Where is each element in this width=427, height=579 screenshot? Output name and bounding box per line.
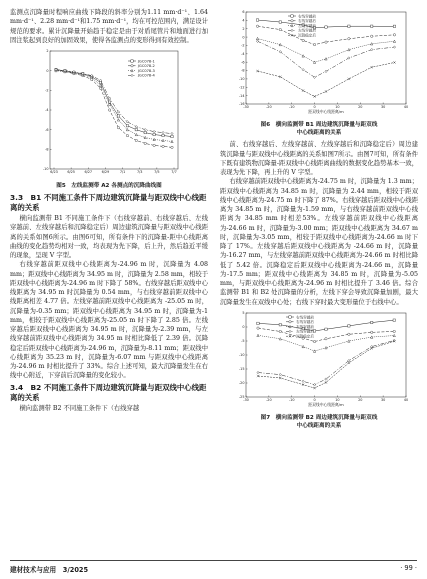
data-point: [325, 337, 327, 339]
left-column: [10, 8, 208, 413]
legend-label: 右线穿越后: [298, 19, 316, 24]
data-point: [325, 26, 327, 28]
data-point: [393, 330, 395, 332]
fig7-caption-line-2: 中心线距离的关系: [296, 423, 342, 430]
fig5-chart: [10, 45, 208, 181]
data-point: [135, 133, 137, 135]
data-point: [117, 115, 119, 117]
legend-label: 左线穿越前: [296, 324, 314, 329]
data-point: [257, 327, 259, 329]
legend-label: 右线穿越前: [296, 315, 314, 320]
data-point: [171, 132, 173, 134]
y-tick-label: -16: [238, 102, 245, 107]
x-tick-label: 10: [335, 398, 340, 403]
legend-marker: [131, 74, 133, 76]
data-point: [302, 69, 304, 71]
data-point: [371, 66, 373, 68]
data-point: [325, 58, 327, 60]
series-line: [56, 70, 172, 134]
legend-marker: [291, 29, 293, 31]
x-tick-label: -30: [243, 398, 249, 403]
data-point: [371, 48, 373, 50]
data-point: [162, 145, 164, 147]
y-tick-label: -8: [45, 147, 49, 152]
legend-label: JGC078-2: [138, 64, 155, 69]
plot-frame: [50, 51, 178, 169]
legend-marker: [289, 330, 291, 332]
right-column: [220, 8, 418, 433]
page-number: · 99 ·: [400, 564, 417, 572]
y-tick-label: 2: [242, 26, 245, 31]
data-point: [325, 328, 327, 330]
x-tick-label: 20: [358, 105, 363, 110]
y-tick-label: 0: [242, 325, 245, 330]
data-point: [302, 89, 304, 91]
data-point: [393, 46, 395, 48]
data-point: [256, 25, 258, 27]
y-tick-label: -10: [238, 77, 245, 82]
x-tick-label: 40: [403, 398, 409, 403]
data-point: [325, 41, 327, 43]
legend-label: 沉降稳定后: [296, 334, 314, 339]
y-tick-label: 0: [46, 68, 49, 73]
x-tick-label: -30: [243, 105, 249, 110]
y-tick-label: 6: [242, 10, 245, 15]
data-point: [162, 134, 164, 136]
data-point: [279, 373, 281, 375]
data-point: [393, 334, 395, 336]
data-point: [153, 144, 155, 146]
data-point: [313, 340, 315, 342]
data-point: [117, 119, 119, 121]
data-point: [393, 319, 395, 321]
y-tick-label: -2: [45, 88, 49, 93]
x-tick-label: 0: [313, 105, 316, 110]
y-tick-label: 0: [242, 35, 245, 40]
data-point: [348, 48, 350, 50]
legend-label: 右线穿越前: [298, 14, 316, 19]
y-tick-label: -10: [238, 353, 245, 358]
data-point: [135, 126, 137, 128]
data-point: [153, 133, 155, 135]
data-point: [171, 135, 173, 137]
x-tick-label: 30: [380, 398, 386, 403]
data-point: [302, 345, 304, 347]
y-tick-label: -25: [238, 395, 245, 400]
x-tick-label: -10: [288, 398, 295, 403]
legend-marker: [289, 321, 291, 323]
data-point: [393, 34, 395, 36]
data-point: [257, 371, 259, 373]
data-point: [348, 25, 350, 27]
y-tick-label: -20: [238, 381, 245, 386]
x-tick-label: 7/3: [136, 170, 143, 175]
fig7-chart: [220, 309, 418, 413]
data-point: [325, 70, 327, 72]
data-point: [325, 381, 327, 383]
data-point: [371, 321, 373, 323]
x-tick-label: 30: [380, 105, 386, 110]
data-point: [279, 28, 281, 30]
data-point: [302, 380, 304, 382]
y-tick-label: -6: [45, 127, 49, 132]
data-point: [257, 322, 259, 324]
y-tick-label: -4: [241, 52, 245, 57]
data-point: [313, 350, 315, 352]
section-3-3-paragraph-1: 横向监测带 B1 不同施工条件下（右线穿越前、右线穿越后、左线穿越前、左线穿越后和沉降稳定后）周边建筑沉降量与距双线中心线距离的关系如图6所示。由图6可知，所有条件下的沉降量-距中心线距离曲线的变化趋势均相对一致，均表现为先下降，后上升，然后趋近平缓的现象，呈现 V 字型。: [10, 215, 208, 260]
y-tick-label: -6: [241, 60, 245, 65]
data-point: [117, 127, 119, 129]
data-point: [279, 323, 281, 325]
data-point: [144, 142, 146, 144]
x-tick-label: 10: [335, 105, 340, 110]
data-point: [371, 25, 373, 27]
section-3-3-title: 3.3 B1 不同施工条件下周边建筑沉降量与距双线中心线距离的关系: [10, 193, 207, 213]
data-point: [325, 90, 327, 92]
data-point: [371, 35, 373, 37]
x-tick-label: -20: [266, 105, 272, 110]
data-point: [108, 109, 110, 111]
data-point: [393, 61, 395, 63]
legend-label: JGC078-4: [138, 73, 155, 78]
legend-label: 右线穿越后: [296, 320, 314, 325]
section-3-4-paragraph-1: 横向监测带 B2 不同施工条件下（右线穿越: [19, 404, 140, 412]
data-point: [302, 55, 304, 57]
y-tick-label: 5: [242, 311, 245, 316]
legend-marker: [291, 15, 293, 17]
data-point: [279, 21, 281, 23]
section-3-3-paragraph-2: 右线穿越前距双线中心线距离为-24.96 m 时，沉降量为 4.08 mm；距双线中心线距离为 34.95 m 时，沉降量为 2.58 mm，相较于距双线中心线距离为-24.96 m 时下降了 58%。右线穿越后距双线中心线距离为 34.95 m 时沉降量为 0.54 mm，与右线穿越前距双线中心线距离相差 4.77 倍。左线穿越前距双线中心线距离为 -25.05 m 时，沉降量为-0.35 mm；距双线中心线距离为 34.95 m 时，沉降量为-1 mm，相较于距双线中心线距离为-25.05 m 时下降了 2.85 倍。左线穿越后距双线中心线距离为 34.95 m 时，沉降量为-2.39 mm，与左线穿越前距双线中心线距离为 34.95 m 时相比降低了 2.39 倍。沉降稳定后距双线中心线距离为-24.96 m，沉降量为-8.11 mm；距双线中心线距离为 35.23 m 时，沉降量为-6.07 mm 与距双线中心线距离为-24.96 m 时相比提升了 33%。综合上述可知，最大沉降量发生在右线中心附近，下穿前后沉降量的变化较小。: [10, 261, 208, 380]
legend-marker: [131, 65, 133, 67]
series-line: [56, 70, 172, 137]
data-point: [393, 25, 395, 27]
x-tick-label: 6/23: [50, 170, 58, 175]
data-point: [126, 121, 128, 123]
legend-marker: [289, 316, 291, 318]
y-tick-label: -8: [241, 68, 245, 73]
fig6-caption-line-1: 图6 横向监测带 B1 周边建筑沉降量与距双线: [260, 122, 378, 128]
x-tick-label: 40: [403, 105, 409, 110]
right-paragraph-2: 右线穿越前距双线中心线距离为-24.75 m 时，沉降量为 1.3 mm；距双线中心线距离为 34.85 m 时，沉降量为 2.44 mm，相较于距双线中心线距离为-24.75 m 时下降了 87%。右线穿越后距双线中心线距离为 34.85 m 时，沉降量为-1.59 mm，与右线穿越前距双线中心线距离为 34.85 mm 时相差53%。左线穿越前距双线中心线距离为-24.66 m 时，沉降量为-3.00 mm；距双线中心线距离为 34.67 m 时，沉降量为-3.05 mm，相较于距双线中心线距离为-24.66 m 时下降了 17%。左线穿越后距双线中心线距离为 -24.66 m 时，沉降量为-16.27 mm，与左线穿越前距双线中心线距离为-24.66 m 时相比降低了 5.42 倍。沉降稳定后距双线中心线距离为-24.66 m，沉降量为-17.5 mm；距双线中心线距离为 34.85 m 时，沉降量为-5.05 mm，与距双线中心线距离为-24.96 m 时相比提升了 3.46 倍。综合监测带 B1 和 B2 处沉降量的分析，左线下穿会导致沉降量加剧，最大沉降量发生在双线中心处；右线下穿时最大变形量位于右线中心。: [220, 178, 418, 306]
legend-label: 左线穿越后: [298, 28, 316, 33]
page-footer: [10, 560, 417, 573]
y-tick-label: -2: [241, 43, 245, 48]
right-paragraph-1: 前、右线穿越后、左线穿越前、左线穿越后和沉降稳定后）周边建筑沉降量与距双线中心线距离的关系如图7所示。由图7可知，所有条件下既有建筑物沉降量-距双线中心线距离曲线的数据变化趋势基本一致，表现为先下降，再上升的 V 字型。: [220, 141, 418, 177]
data-point: [135, 139, 137, 141]
legend-label: JGC078-3: [138, 68, 155, 73]
data-point: [126, 125, 128, 127]
fig6-caption: [220, 121, 418, 137]
data-point: [348, 38, 350, 40]
legend-label: 左线穿越前: [298, 23, 316, 28]
figure-5: [10, 45, 208, 181]
data-point: [279, 330, 281, 332]
data-point: [171, 146, 173, 148]
y-tick-label: -5: [241, 339, 245, 344]
data-point: [162, 131, 164, 133]
x-tick-label: -20: [266, 398, 272, 403]
data-point: [302, 39, 304, 41]
legend-marker: [131, 60, 133, 62]
fig5-caption: 图5 左线监测带 A2 各测点的沉降曲线图: [56, 183, 162, 189]
y-tick-label: -15: [238, 367, 245, 372]
data-point: [153, 130, 155, 132]
data-point: [348, 78, 350, 80]
legend-label: JGC078-1: [138, 59, 155, 64]
y-tick-label: -4: [45, 108, 49, 113]
fig6-caption-line-2: 中心线距离的关系: [296, 130, 342, 137]
data-point: [313, 95, 315, 97]
x-tick-label: 0: [313, 398, 316, 403]
figure-7: [220, 309, 418, 413]
data-point: [348, 340, 350, 342]
data-point: [371, 43, 373, 45]
legend-label: 沉降稳定后: [298, 33, 316, 38]
fig7-caption-line-1: 图7 横向监测带 B2 周边建筑沉降量与距双线: [260, 414, 378, 421]
data-point: [313, 43, 315, 45]
data-point: [348, 57, 350, 59]
data-point: [256, 40, 258, 42]
x-tick-label: 6/29: [101, 170, 110, 175]
x-tick-label: 7/5: [154, 170, 160, 175]
x-axis-label: 距双线中心线距离/m: [308, 109, 344, 114]
data-point: [348, 325, 350, 327]
y-tick-label: -12: [238, 85, 245, 90]
data-point: [313, 383, 315, 385]
data-point: [371, 331, 373, 333]
y-tick-label: -10: [42, 167, 49, 172]
y-tick-label: -14: [238, 93, 245, 98]
section-3-4-title: 3.4 B2 不同施工条件下周边建筑沉降量与距双线中心线距离的关系: [10, 382, 207, 402]
data-point: [126, 134, 128, 136]
data-point: [279, 337, 281, 339]
y-tick-label: 2: [46, 49, 49, 54]
legend-label: 左线穿越后: [296, 329, 314, 334]
legend-marker: [291, 20, 293, 22]
intro-paragraph: 监测点沉降量时程响应曲线下降段的斜率分别为1.11 mm·d⁻¹、1.64 mm·d⁻¹、2.28 mm·d⁻¹和1.75 mm·d⁻¹，均在可控范围内，满足设计规范的要求。累计沉降量开始趋于稳定是由于对盾尾管片和地面进行加固注浆起到良好的加固效果，使得各监测点的变形得到有效控制。: [10, 9, 208, 44]
data-point: [126, 128, 128, 130]
x-tick-label: 6/27: [84, 170, 93, 175]
x-axis-label: 距双线中心线距离/m: [308, 401, 344, 407]
data-point: [348, 333, 350, 335]
x-tick-label: 7/7: [171, 170, 177, 175]
fig7-caption: [220, 414, 418, 430]
x-tick-label: -10: [288, 105, 295, 110]
journal-name: 建材技术与应用 3/2025: [10, 566, 89, 574]
data-point: [256, 19, 258, 21]
plot-frame: [246, 313, 406, 397]
x-tick-label: 6/25: [67, 170, 75, 175]
x-tick-label: 7/1: [119, 170, 126, 175]
fig6-chart: [220, 8, 418, 120]
figure-6: [220, 8, 418, 120]
data-point: [144, 128, 146, 130]
x-tick-label: 20: [358, 398, 363, 403]
data-point: [144, 131, 146, 133]
data-point: [135, 128, 137, 130]
y-tick-label: 4: [242, 18, 245, 23]
